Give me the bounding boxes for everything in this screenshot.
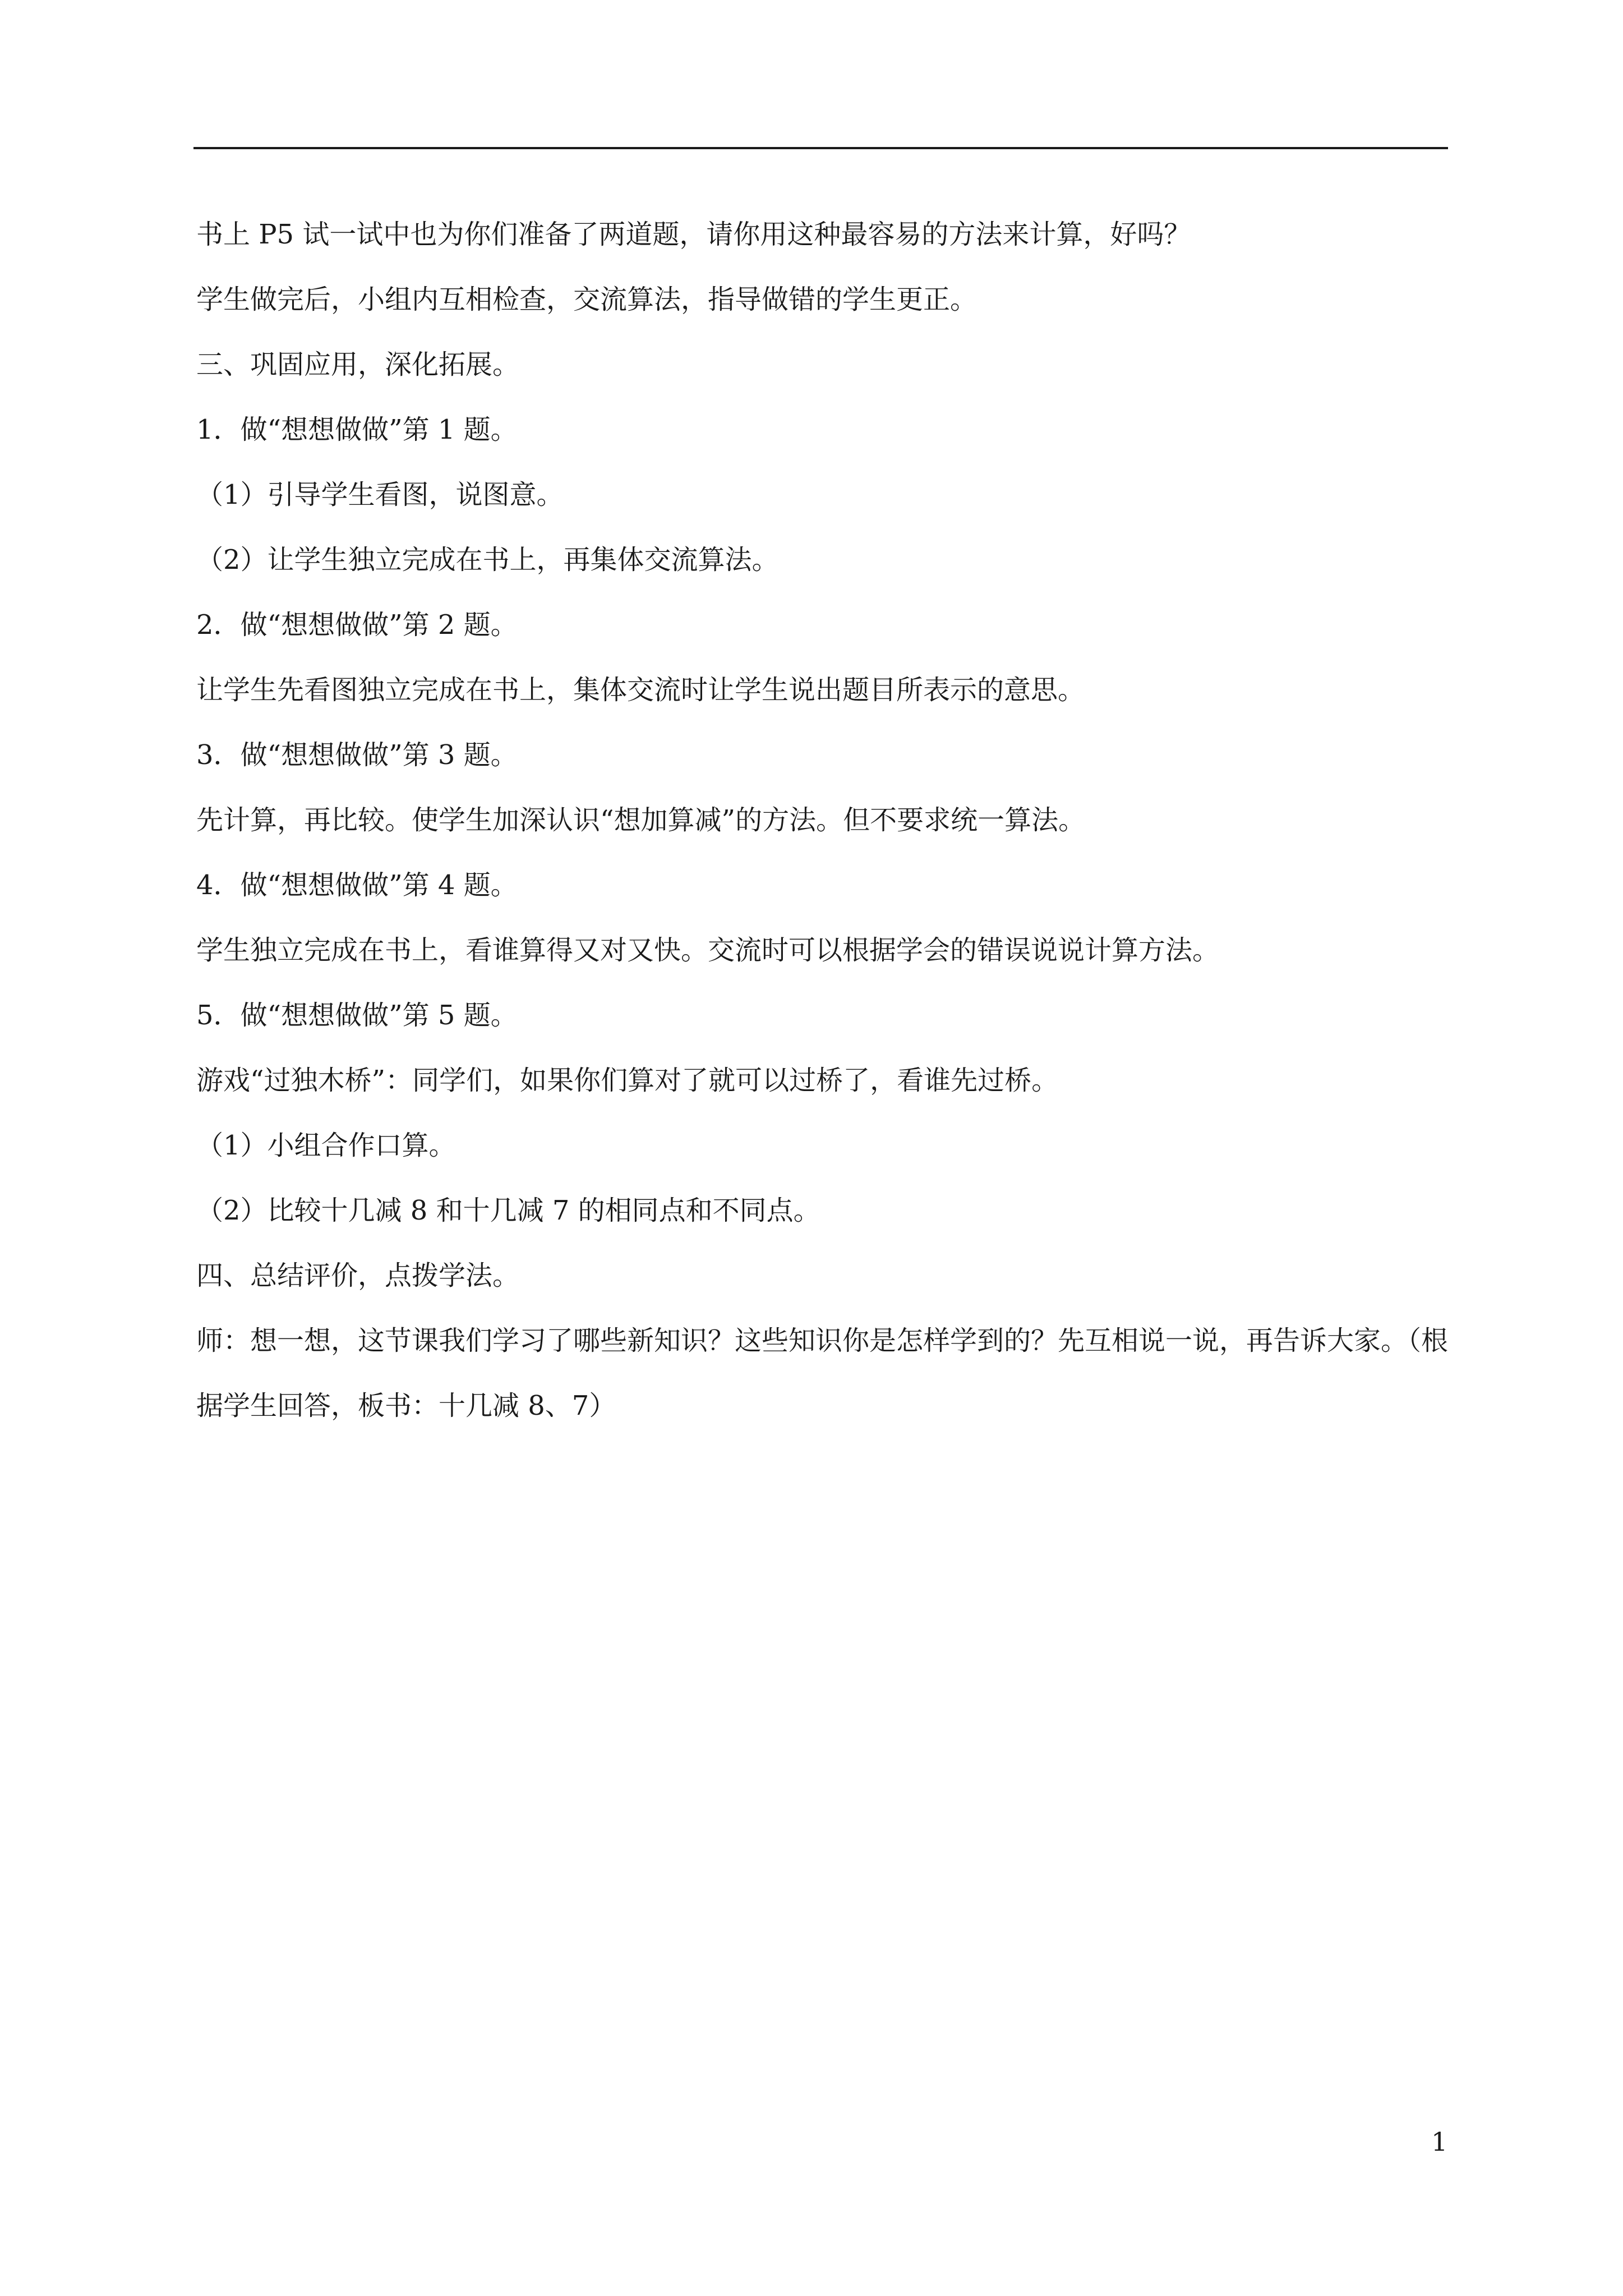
list-item: 2．做“想想做做”第 2 题。 xyxy=(196,609,518,641)
paragraph: 让学生先看图独立完成在书上，集体交流时让学生说出题目所表示的意思。 xyxy=(196,674,1085,706)
paragraph: 书上 P5 试一试中也为你们准备了两道题，请你用这种最容易的方法来计算，好吗？ xyxy=(196,219,1191,250)
list-item: （2）比较十几减 8 和十几减 7 的相同点和不同点。 xyxy=(196,1195,820,1226)
list-item: （1）小组合作口算。 xyxy=(196,1130,456,1161)
paragraph: 先计算，再比较。使学生加深认识“想加算减”的方法。但不要求统一算法。 xyxy=(196,804,1086,836)
list-item: （2）让学生独立完成在书上，再集体交流算法。 xyxy=(196,544,779,576)
paragraph: 师：想一想，这节课我们学习了哪些新知识？这些知识你是怎样学到的？先互相说一说，再告诉大家。（根据学生回答，板书：十几减 8、7） xyxy=(196,1325,1449,1421)
list-item: 4．做“想想做做”第 4 题。 xyxy=(196,869,518,901)
list-item: 3．做“想想做做”第 3 题。 xyxy=(196,739,518,771)
document-body xyxy=(196,202,1453,1438)
list-item: （1）引导学生看图，说图意。 xyxy=(196,479,564,510)
list-item: 5．做“想想做做”第 5 题。 xyxy=(196,1000,518,1031)
list-item: 1．做“想想做做”第 1 题。 xyxy=(196,414,518,445)
header-rule xyxy=(193,147,1448,149)
section-heading: 三、巩固应用，深化拓展。 xyxy=(196,349,520,380)
paragraph: 游戏“过独木桥”：同学们，如果你们算对了就可以过桥了，看谁先过桥。 xyxy=(196,1065,1059,1096)
page-number: 1 xyxy=(1431,2127,1448,2157)
paragraph: 学生做完后，小组内互相检查，交流算法，指导做错的学生更正。 xyxy=(196,284,978,315)
section-heading: 四、总结评价，点拨学法。 xyxy=(196,1260,520,1291)
paragraph: 学生独立完成在书上，看谁算得又对又快。交流时可以根据学会的错误说说计算方法。 xyxy=(196,935,1220,966)
